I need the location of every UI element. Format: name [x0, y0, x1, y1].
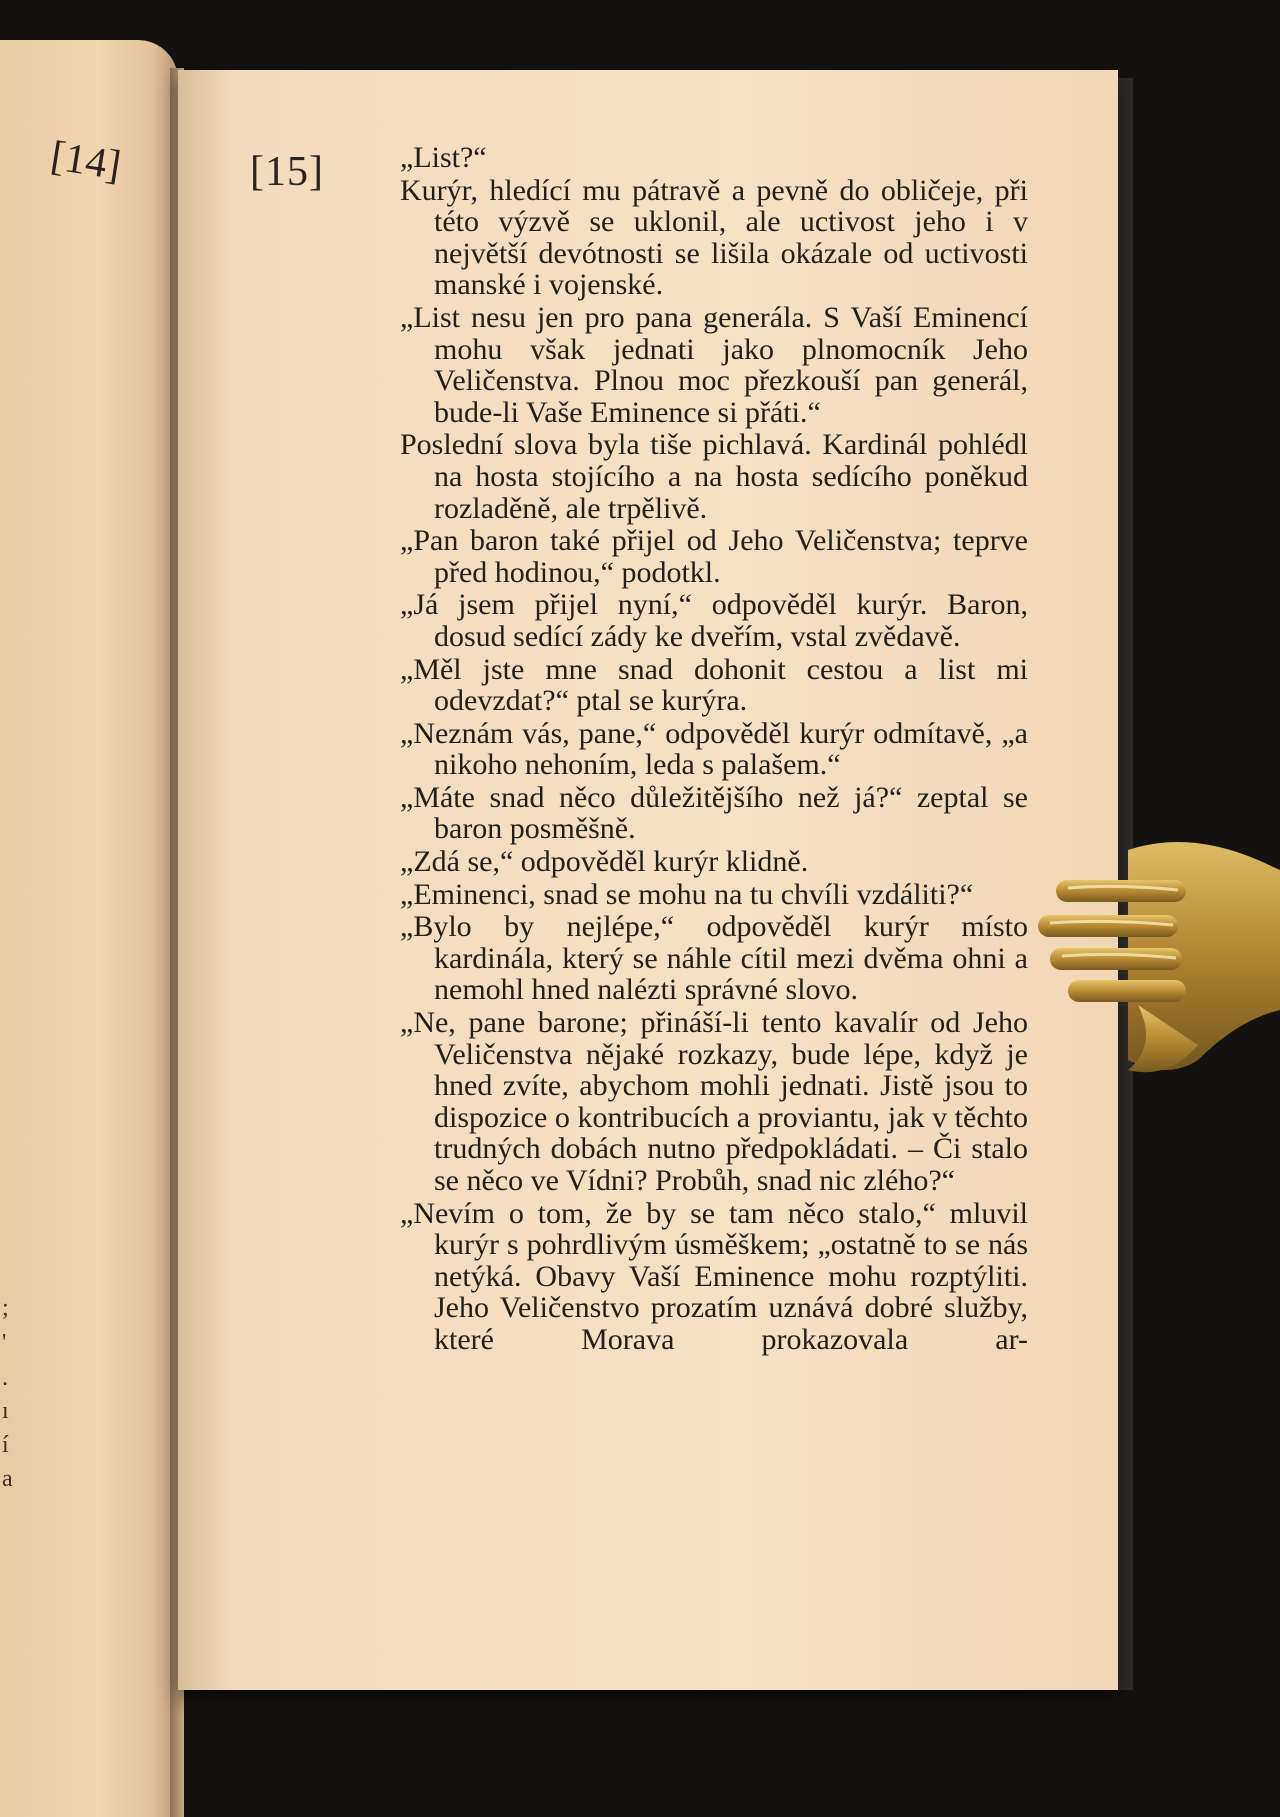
paragraph: „Neznám vás, pane,“ odpověděl kurýr odmítavě, „a nikoho nehoním, leda s palašem.“	[400, 716, 1028, 782]
left-bleed-char: í	[2, 1432, 9, 1458]
paragraph: „Nevím o tom, že by se tam něco stalo,“ mluvil kurýr s pohrdlivým úsměškem; „ostatně to se nás netýká. Obavy Vaší Eminence mohu rozptýliti. Jeho Veličenstvo prozatím uznává dobré služby, které Morava prokazovala ar-	[400, 1196, 1028, 1356]
left-bleed-char: .	[2, 1365, 8, 1391]
paragraph: „Pan baron také přijel od Jeho Veličenstva; teprve před hodinou,“ podotkl.	[400, 524, 1028, 589]
left-bleed-char: ı	[2, 1398, 9, 1424]
paragraph: „List nesu jen pro pana generála. S Vaší Eminencí mohu však jednati jako plnomocník Jeho Veličenstva. Plnou moc přezkouší pan generál, bude-li Vaše Eminence si přáti.“	[400, 300, 1028, 429]
paragraph: „Máte snad něco důležitějšího než já?“ zeptal se baron posměšně.	[400, 780, 1028, 846]
paragraph: „Bylo by nejlépe,“ odpověděl kurýr místo kardinála, který se náhle cítil mezi dvěma ohni a nemohl hned nalézti správné slovo.	[400, 910, 1028, 1007]
left-page-number: [14]	[47, 132, 124, 190]
paragraph: „Zdá se,“ odpověděl kurýr klidně.	[400, 845, 809, 879]
page-text	[400, 142, 1028, 1357]
left-bleed-char: a	[2, 1466, 13, 1492]
left-bleed-char: ;	[2, 1295, 9, 1321]
left-bleed-char: '	[2, 1330, 7, 1356]
brass-hand-icon	[1038, 830, 1280, 1090]
page-clip	[1038, 830, 1280, 1090]
paragraph: „Já jsem přijel nyní,“ odpověděl kurýr. Baron, dosud sedící zády ke dveřím, vstal zvědavě.	[400, 588, 1028, 653]
paragraph: „List?“	[400, 141, 487, 174]
paragraph: „Ne, pane barone; přináší-li tento kavalír od Jeho Veličenstva nějaké rozkazy, bude lépe, když je hned zvíte, abychom mohli jednati. Jistě jsou to dispozice o kontribucích a proviantu, jak v těchto trudných dobách nutno předpokládati. – Či stalo se něco ve Vídni? Probůh, snad nic zlého?“	[400, 1006, 1028, 1197]
paragraph: Kurýr, hledící mu pátravě a pevně do obličeje, při této výzvě se uklonil, ale uctivost jeho i v největší devótnosti se lišila okázale od uctivosti manské i vojenské.	[400, 173, 1028, 302]
right-page-number: [15]	[250, 149, 324, 195]
paragraph: „Měl jste mne snad dohonit cestou a list mi odevzdat?“ ptal se kurýra.	[400, 652, 1028, 718]
paragraph: „Eminenci, snad se mohu na tu chvíli vzdáliti?“	[400, 877, 974, 911]
paragraph: Poslední slova byla tiše pichlavá. Kardinál pohlédl na hosta stojícího a na hosta sedícího poněkud rozladěně, ale trpělivě.	[400, 428, 1028, 525]
left-page	[0, 40, 178, 1817]
